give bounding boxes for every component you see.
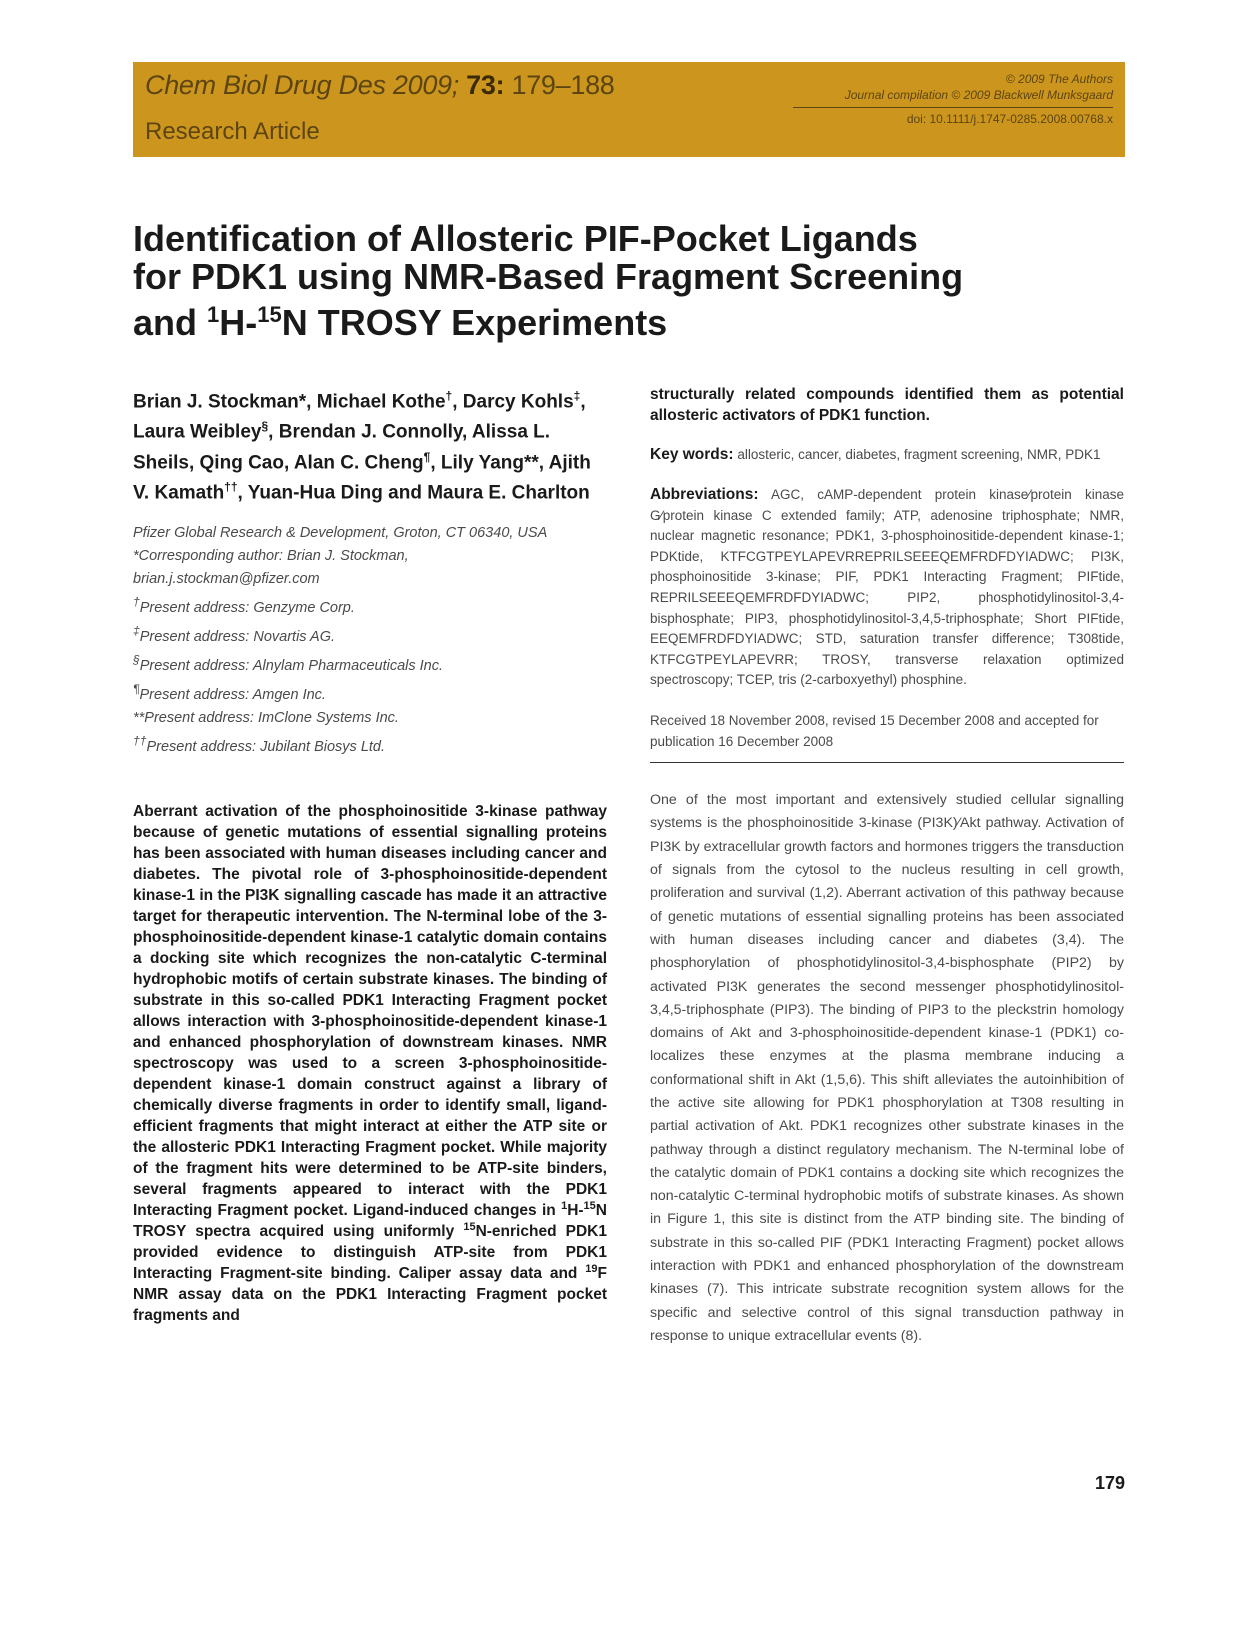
- corresponding-email: brian.j.stockman@pfizer.com: [133, 571, 320, 588]
- page-number: 179: [1094, 1473, 1125, 1493]
- journal-compilation: Journal compilation © 2009 Blackwell Munksgaard: [844, 88, 1113, 102]
- affiliations: Pfizer Global Research & Development, Groton, CT 06340, USA *Corresponding author: Brian J. Stockman, brian.j.stockman@pfizer.com †Present address: Genzyme Corp. ‡Present address: Novartis AG. §Present address: Alnylam Pharmaceuticals Inc. ¶Present address: Amgen Inc. **Present address: ImClone Systems Inc. ††Present address: Jubilant Biosys Ltd.: [133, 522, 607, 758]
- article-type: Research Article: [145, 118, 320, 145]
- right-column: [650, 384, 1124, 1348]
- journal-banner: [133, 62, 1125, 157]
- article-title: Identification of Allosteric PIF-Pocket Ligands for PDK1 using NMR-Based Fragment Screening and $^1$H-$^{15}$N TROSY Experiments: [133, 218, 964, 343]
- left-column: [133, 384, 607, 1326]
- copyright: © 2009 The Authors: [1005, 72, 1113, 86]
- doi: doi: 10.1111/j.1747-0285.2008.00768.x: [793, 107, 1113, 127]
- received-dates: Received 18 November 2008, revised 15 December 2008 and accepted for publication 16 December 2008: [650, 711, 1124, 763]
- copyright-block: [793, 71, 1113, 127]
- journal-citation: Chem Biol Drug Des 2009; 73: 179–188: [145, 70, 615, 100]
- author-list: Brian J. Stockman*, Michael Kothe†, Darcy Kohls‡, Laura Weibley§, Brendan J. Connolly, Alissa L. Sheils, Qing Cao, Alan C. Cheng¶, Lily Yang**, Ajith V. Kamath††, Yuan-Hua Ding and Maura E. Charlton: [133, 389, 591, 504]
- abstract-continuation: structurally related compounds identified them as potential allosteric activators of PDK1 function.: [650, 386, 1124, 424]
- abstract: Aberrant activation of the phosphoinositide 3-kinase pathway because of genetic mutations of essential signalling proteins has been associated with human diseases including cancer and diabetes. The pivotal role of 3-phosphoinositide-dependent kinase-1 in the PI3K signalling cascade has made it an attractive target for therapeutic intervention. The N-terminal lobe of the 3-phosphoinositide-dependent kinase-1 catalytic domain contains a docking site which recognizes the non-catalytic C-terminal hydrophobic motifs of certain substrate kinases. The binding of substrate in this so-called PDK1 Interacting Fragment pocket allows interaction with 3-phosphoinositide-dependent kinase-1 and enhanced phosphorylation of downstream kinases. NMR spectroscopy was used to a screen 3-phosphoinositide-dependent kinase-1 domain construct against a library of chemically diverse fragments in order to identify small, ligand-efficient fragments that might interact at either the ATP site or the allosteric PDK1 Interacting Fragment pocket. While majority of the fragment hits were determined to be ATP-site binders, several fragments appeared to interact with the PDK1 Interacting Fragment pocket. Ligand-induced changes in $^1$H-$^{15}$N TROSY spectra acquired using uniformly $^{15}$N-enriched PDK1 provided evidence to distinguish ATP-site from PDK1 Interacting Fragment-site binding. Caliper assay data and $^{19}$F NMR assay data on the PDK1 Interacting Fragment pocket fragments and: [133, 803, 607, 1325]
- introduction-paragraph: One of the most important and extensively studied cellular signalling systems is the phosphoinositide 3-kinase (PI3K)⁄Akt pathway. Activation of PI3K by extracellular growth factors and hormones triggers the transduction of signals from the cytosol to the nucleus resulting in cell growth, proliferation and survival (1,2). Aberrant activation of this pathway because of genetic mutations of essential signalling proteins has been associated with human diseases including cancer and diabetes (3,4). The phosphorylation of phosphotidylinositol-3,4-bisphosphate (PIP2) by activated PI3K generates the second messenger phosphotidylinositol-3,4,5-triphosphate (PIP3). The binding of PIP3 to the pleckstrin homology domains of Akt and 3-phosphoinositide-dependent kinase-1 (PDK1) co-localizes these enzymes at the plasma membrane inducing a conformational shift in Akt (1,5,6). This shift alleviates the autoinhibition of the active site allowing for PDK1 phosphorylation at T308 resulting in partial activation of Akt. PDK1 recognizes other substrate kinases in the pathway through a distinct regulatory mechanism. The N-terminal lobe of the catalytic domain of PDK1 contains a docking site which recognizes the non-catalytic C-terminal hydrophobic motifs of substrate kinases. As shown in Figure 1, this site is distinct from the ATP binding site. The binding of substrate in this so-called PIF (PDK1 Interacting Fragment) pocket allows interaction with PDK1 and enhanced phosphorylation of the downstream kinases (7). This intricate substrate recognition system allows for the specific and selective control of this signal transduction pathway in response to unique extracellular events (8).: [650, 792, 1124, 1344]
- abbreviations: Abbreviations: AGC, cAMP-dependent protein kinase⁄protein kinase G⁄protein kinase C extended family; ATP, adenosine triphosphate; NMR, nuclear magnetic resonance; PDK1, 3-phosphoinositide-dependent kinase-1; PDKtide, KTFCGTPEYLAPEVRREPRILSEEEQEMFRDFDYIADWC; PI3K, phosphoinositide 3-kinase; PIF, PDK1 Interacting Fragment; PIFtide, REPRILSEEEQEMFRDFDYIADWC; PIP2, phosphotidylinositol-3,4-bisphosphate; PIP3, phosphotidylinositol-3,4,5-triphosphate; Short PIFtide, EEQEMFRDFDYIADWC; STD, saturation transfer difference; T308tide, KTFCGTPEYLAPEVRR; TROSY, transverse relaxation optimized spectroscopy; TCEP, tris (2-carboxyethyl) phosphine.: [650, 486, 1124, 688]
- keywords: Key words: allosteric, cancer, diabetes, fragment screening, NMR, PDK1: [650, 446, 1101, 463]
